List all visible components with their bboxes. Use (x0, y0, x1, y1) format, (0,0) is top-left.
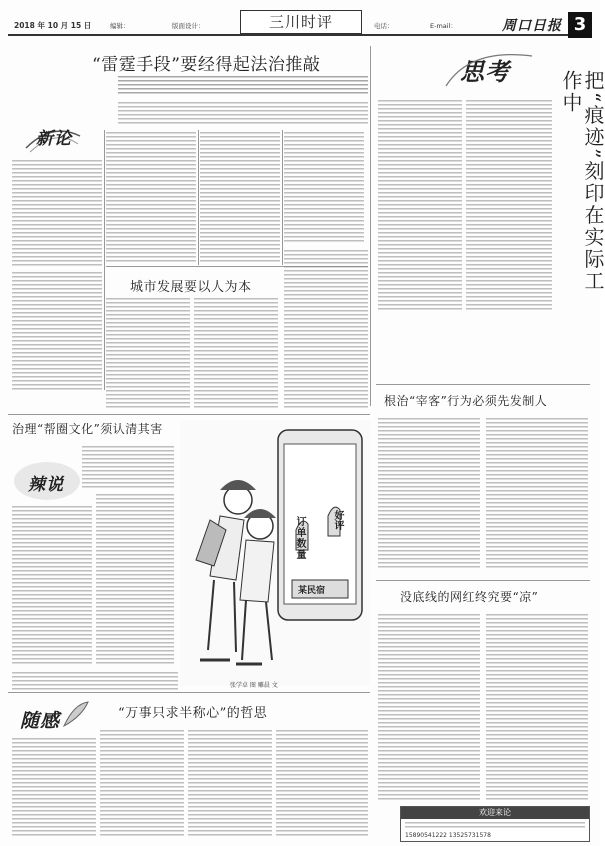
city-text-3 (284, 250, 368, 410)
xinlun-tag: 新论 (36, 129, 72, 149)
wanshi-headline: “万事只求半称心”的哲思 (118, 706, 268, 721)
col4-text (284, 132, 364, 242)
meiyouxian-text-1 (378, 614, 480, 800)
col2-text (106, 132, 196, 262)
meiyouxian-headline: 没底线的网红终究要“凉” (400, 590, 539, 604)
xiangke-text-2 (486, 418, 588, 568)
feather-icon (60, 700, 90, 730)
suigan-deco (60, 700, 90, 730)
city-text-2 (194, 298, 278, 410)
section-rule-2 (8, 414, 370, 415)
cartoon-label-orders: 订单数量 (294, 516, 305, 560)
right-text-1 (378, 100, 462, 310)
masthead-logo: 周口日报 (502, 18, 562, 34)
cartoon-caption: 张学卓 图 雕晨 文 (230, 682, 278, 689)
cartoon-label-good: 好评 (332, 510, 343, 530)
welcome-box (400, 806, 590, 842)
vertical-headline: 把“痕迹”刻印在实际工作中 (559, 70, 605, 293)
cartoon-label-inn: 某民宿 (298, 586, 326, 596)
lashuo-tag: 辣说 (28, 475, 64, 495)
col-divider-2 (198, 130, 199, 265)
welcome-desc (405, 822, 585, 830)
sikao-tag: 思考 (460, 57, 510, 86)
right-rule-2 (376, 580, 590, 581)
editor-label: 编辑： (110, 22, 130, 30)
city-headline: 城市发展要以人为本 (130, 280, 252, 295)
welcome-contact: 15890541222 13525731578 (405, 832, 491, 839)
page-number: 3 (568, 12, 592, 38)
right-text-2 (466, 100, 552, 310)
section-title: 三川时评 (240, 10, 362, 34)
left-col-text-2 (12, 272, 102, 392)
cartoon-drawing-icon (180, 420, 370, 686)
main-headline: “雷霆手段”要经得起法治推敲 (92, 55, 321, 75)
cloud-swirl-icon (440, 46, 538, 92)
suigan-tag: 随感 (20, 710, 61, 732)
right-rule-1 (376, 384, 590, 385)
xiangke-headline: 根治“宰客”行为必须先发制人 (384, 394, 548, 408)
col3-text (200, 132, 280, 262)
cartoon-illustration (180, 420, 370, 686)
email-label: E-mail： (430, 22, 457, 30)
xiangke-text-1 (378, 418, 480, 568)
sikao-deco (440, 46, 538, 92)
meiyouxian-text-2 (486, 614, 588, 800)
bangquan-text-2 (96, 494, 174, 666)
col-divider-3 (282, 130, 283, 265)
bangquan-note (12, 672, 178, 690)
main-deck-2 (118, 102, 368, 126)
welcome-title: 欢迎来论 (401, 807, 589, 819)
section-rule-3 (8, 692, 370, 693)
bangquan-text-top (82, 446, 174, 490)
left-col-text-1 (12, 160, 102, 268)
bangquan-text-1 (12, 506, 92, 666)
bangquan-headline: 治理“帮圈文化”须认清其害 (12, 422, 163, 436)
city-text-1 (106, 298, 190, 410)
col-divider-right (370, 46, 371, 406)
wanshi-text-3 (188, 730, 272, 838)
issue-date: 2018 年 10 月 15 日 (14, 21, 92, 30)
design-label: 版面设计： (172, 22, 205, 30)
col-divider-1 (104, 130, 105, 390)
wanshi-text-1 (12, 738, 96, 838)
wanshi-text-4 (276, 730, 368, 838)
wanshi-text-2 (100, 730, 184, 838)
bangquan-note-lines (12, 672, 178, 690)
phone-label: 电话： (374, 22, 394, 30)
main-deck (118, 76, 368, 96)
